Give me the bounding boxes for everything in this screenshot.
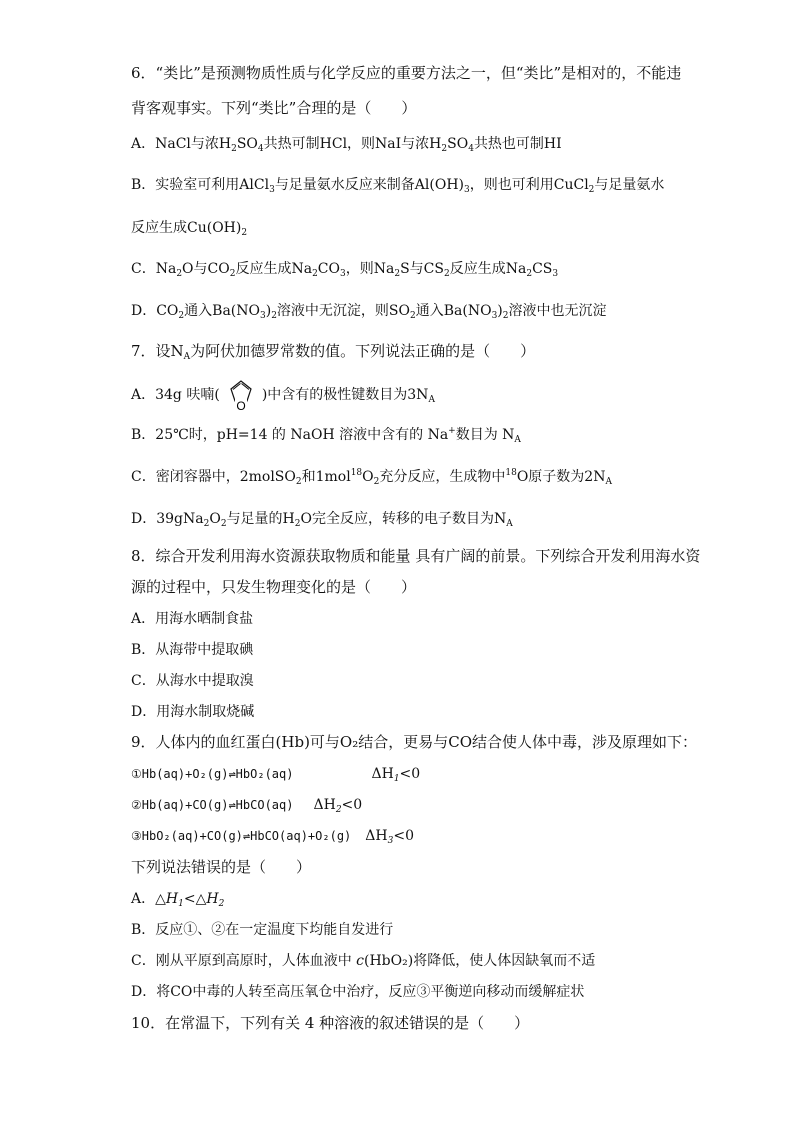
q8-option-d: D．用海水制取烧碱	[131, 704, 255, 720]
q9-reaction-1: ①Hb(aq)+O₂(g)⇌HbO₂(aq) $\Delta H_1<0$	[131, 766, 421, 784]
q8-option-b: B．从海带中提取碘	[131, 642, 254, 658]
furan-oxygen-label: O	[236, 399, 246, 413]
q9-question: 下列说法错误的是（ ）	[131, 858, 312, 876]
q6-option-b-line1: B．实验室可利用AlCl$_3$与足量氨水反应来制备$Al(OH)_3$，则也可利用CuCl$_2$与足量氨水	[131, 177, 665, 195]
q10-stem: 10．在常温下，下列有关 4 种溶液的叙述错误的是（ ）	[131, 1014, 530, 1032]
q8-stem-line2: 源的过程中，只发生物理变化的是（ ）	[131, 578, 417, 596]
q8-option-a: A．用海水晒制食盐	[131, 611, 254, 627]
q9-option-a: A．$\triangle H_1<\triangle H_2$	[131, 891, 225, 909]
q9-stem: 9．人体内的血红蛋白(Hb)可与O₂结合，更易与CO结合使人体中毒，涉及原理如下：	[131, 733, 698, 751]
q7-option-c: C．密闭容器中，2molSO$_2$和$1mol^{18}O_2$充分反应，生成物中$^{18}$O原子数为$2N_A$	[131, 468, 612, 487]
q6-option-b-line2: 反应生成$Cu(OH)_2$	[131, 220, 248, 238]
q9-option-c: C．刚从平原到高原时，人体血液中 c(HbO₂)将降低，使人体因缺氧而不适	[131, 953, 596, 969]
q7-option-d: D．$39gNa_2O_2$与足量的$H_2O$完全反应，转移的电子数目为$N_A$	[131, 511, 513, 529]
q8-stem-line1: 8．综合开发利用海水资源获取物质和能量 具有广阔的前景。下列综合开发利用海水资	[131, 547, 701, 565]
q6-stem-line1: 6．“类比”是预测物质性质与化学反应的重要方法之一，但“类比”是相对的，不能违	[131, 64, 682, 82]
furan-structure-icon	[221, 377, 261, 413]
q6-option-d: D．$CO_2$通入$Ba(NO_3)_2$溶液中无沉淀，则$SO_2$通入$Ba(NO_3)_2$溶液中也无沉淀	[131, 303, 607, 321]
q9-reaction-3: ③HbO₂(aq)+CO(g)⇌HbCO(aq)+O₂(g) $\Delta H_3<0$	[131, 828, 414, 846]
q9-option-d: D．将CO中毒的人转至高压氧仓中治疗，反应③平衡逆向移动而缓解症状	[131, 984, 585, 1000]
q9-option-b: B．反应①、②在一定温度下均能自发进行	[131, 922, 394, 938]
q6-option-a: A．NaCl与浓$H_2SO_4$共热可制HCl，则NaI与浓$H_2SO_4$共热也可制HI	[131, 136, 562, 154]
q7-option-a: A．34g 呋喃( O )中含有的极性键数目为$3N_A$	[131, 377, 435, 413]
q7-stem: 7．设$N_A$为阿伏加德罗常数的值。下列说法正确的是（ ）	[131, 342, 536, 362]
q6-option-c: C．$Na_2O$与$CO_2$反应生成$Na_2CO_3$，则$Na_2S$与$CS_2$反应生成$Na_2CS_3$	[131, 261, 559, 279]
q6-stem-line2: 背客观事实。下列“类比”合理的是（ ）	[131, 99, 417, 117]
q7-option-b: B．25℃时，pH=14 的 NaOH 溶液中含有的 Na+数目为 $N_A$	[131, 426, 521, 445]
q9-reaction-2: ②Hb(aq)+CO(g)⇌HbCO(aq) $\Delta H_2<0$	[131, 797, 363, 815]
q8-option-c: C．从海水中提取溴	[131, 673, 254, 689]
